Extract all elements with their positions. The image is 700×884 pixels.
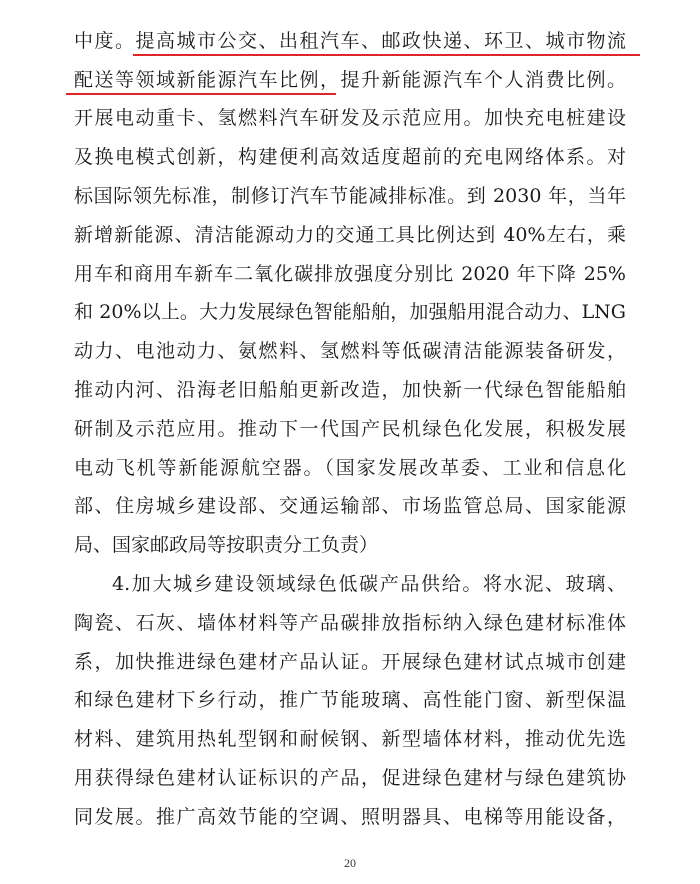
text-line: 新增新能源、清洁能源动力的交通工具比例达到 40%左右，乘 <box>74 225 626 245</box>
page-number: 20 <box>344 856 356 870</box>
text-line: 配送等领域新能源汽车比例，提升新能源汽车个人消费比例。 <box>74 70 626 90</box>
text-line: 系，加快推进绿色建材产品认证。开展绿色建材试点城市创建 <box>74 652 626 672</box>
text-line: 标国际领先标准，制修订汽车节能减排标准。到 2030 年，当年 <box>74 186 626 206</box>
text-line: 用获得绿色建材认证标识的产品，促进绿色建材与绿色建筑协 <box>74 768 626 788</box>
text-line: 同发展。推广高效节能的空调、照明器具、电梯等用能设备， <box>74 807 626 827</box>
text-line: 材料、建筑用热轧型钢和耐候钢、新型墙体材料，推动优先选 <box>74 729 626 749</box>
text-line: 中度。提高城市公交、出租汽车、邮政快递、环卫、城市物流 <box>74 31 626 51</box>
red-underline <box>133 54 640 56</box>
paragraph-heading-line: 4.加大城乡建设领域绿色低碳产品供给。将水泥、玻璃、 <box>112 574 626 594</box>
red-underline <box>66 93 336 95</box>
text-line: 用车和商用车新车二氧化碳排放强度分别比 2020 年下降 25% <box>74 264 626 284</box>
text-line: 局、国家邮政局等按职责分工负责） <box>74 535 379 555</box>
text-line: 部、住房城乡建设部、交通运输部、市场监管总局、国家能源 <box>74 496 626 516</box>
text-line: 和 20%以上。大力发展绿色智能船舶，加强船用混合动力、LNG <box>74 302 626 322</box>
text-line: 研制及示范应用。推动下一代国产民机绿色化发展，积极发展 <box>74 419 626 439</box>
text-line: 推动内河、沿海老旧船舶更新改造，加快新一代绿色智能船舶 <box>74 380 626 400</box>
text-line: 和绿色建材下乡行动，推广节能玻璃、高性能门窗、新型保温 <box>74 690 626 710</box>
text-line: 陶瓷、石灰、墙体材料等产品碳排放指标纳入绿色建材标准体 <box>74 613 626 633</box>
text-line: 及换电模式创新，构建便利高效适度超前的充电网络体系。对 <box>74 147 626 167</box>
text-line: 开展电动重卡、氢燃料汽车研发及示范应用。加快充电桩建设 <box>74 108 626 128</box>
text-line: 动力、电池动力、氨燃料、氢燃料等低碳清洁能源装备研发， <box>74 341 626 361</box>
text-line: 电动飞机等新能源航空器。（国家发展改革委、工业和信息化 <box>74 458 626 478</box>
